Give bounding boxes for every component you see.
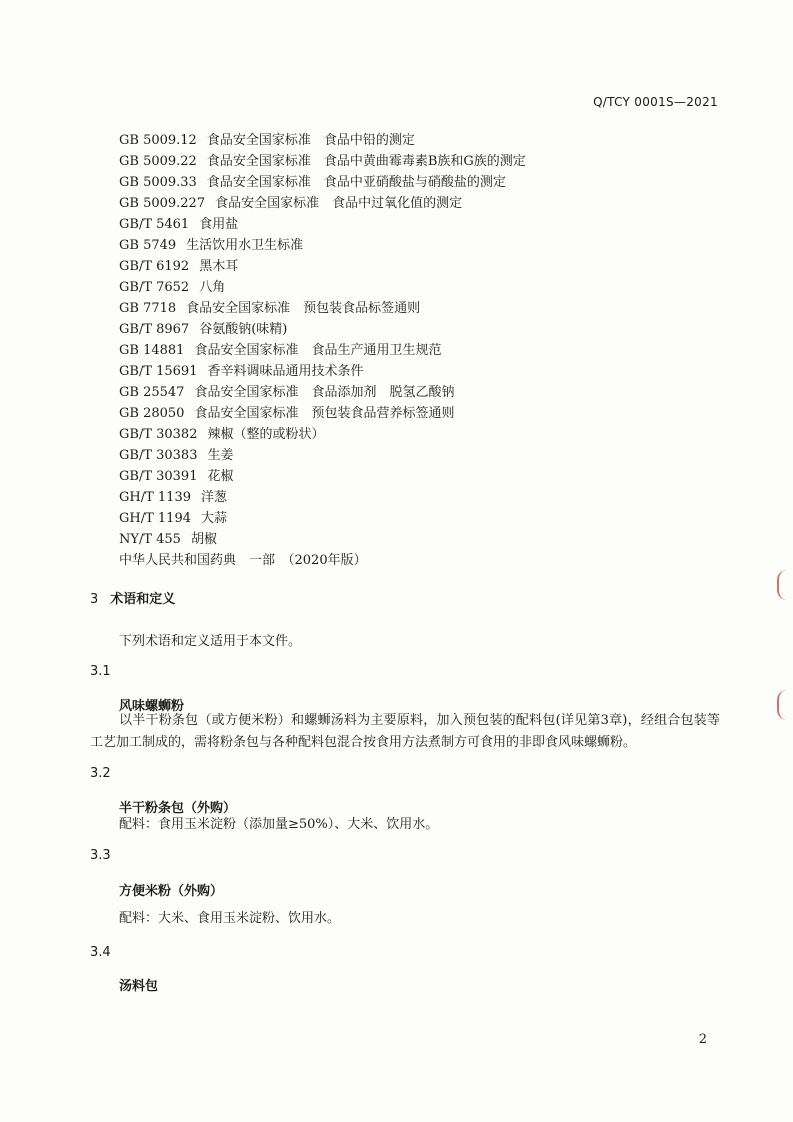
reference-title: 花椒 (207, 469, 234, 484)
reference-code: GH/T 1194 (119, 511, 191, 526)
clause-term: 汤料包 (119, 979, 159, 994)
reference-title: 食品安全国家标准 食品生产通用卫生规范 (194, 343, 442, 358)
reference-title: 黑木耳 (199, 259, 239, 274)
reference-item (119, 340, 739, 361)
reference-code: GB/T 8967 (119, 322, 190, 337)
reference-title: 辣椒（整的或粉状） (207, 427, 325, 442)
reference-code: GB 7718 (119, 301, 177, 316)
reference-item (119, 550, 739, 571)
reference-title: 洋葱 (201, 490, 228, 505)
seal-edge-mark (777, 570, 791, 600)
reference-item (119, 424, 739, 445)
clause-number: 3.3 (90, 848, 111, 863)
reference-item (119, 487, 739, 508)
clause-definition: 配料：大米、食用玉米淀粉、饮用水。 (119, 911, 341, 926)
reference-code: GB/T 15691 (119, 364, 198, 379)
reference-code: GB 28050 (119, 406, 185, 421)
reference-item (119, 172, 739, 193)
reference-title: 生活饮用水卫生标准 (186, 238, 304, 253)
reference-code: GB/T 5461 (119, 217, 190, 232)
clause-definition: 配料：食用玉米淀粉（添加量≥50%）、大米、饮用水。 (119, 817, 439, 832)
reference-code: GB/T 30383 (119, 448, 198, 463)
clause-number: 3.2 (90, 766, 111, 781)
reference-item (119, 445, 739, 466)
reference-title: 食品安全国家标准 食品添加剂 脱氢乙酸钠 (194, 385, 455, 400)
section-number: 3 (90, 592, 99, 607)
reference-title: 食品安全国家标准 食品中亚硝酸盐与硝酸盐的测定 (206, 175, 506, 190)
reference-title: 八角 (199, 280, 226, 295)
section-title: 术语和定义 (110, 592, 176, 607)
reference-item (119, 508, 739, 529)
reference-item (119, 151, 739, 172)
clause-term: 半干粉条包（外购） (119, 801, 237, 816)
section-intro: 下列术语和定义适用于本文件。 (119, 634, 302, 649)
reference-code: GB/T 30382 (119, 427, 198, 442)
clause-term: 风味螺蛳粉 (119, 699, 185, 714)
reference-code: GH/T 1139 (119, 490, 191, 505)
reference-title: 食品安全国家标准 食品中过氧化值的测定 (215, 196, 463, 211)
reference-title: 食用盐 (199, 217, 239, 232)
reference-item (119, 277, 739, 298)
reference-code: GB 5009.33 (119, 175, 197, 190)
reference-code: GB 14881 (119, 343, 185, 358)
reference-title: 胡椒 (190, 532, 217, 547)
reference-title: 食品安全国家标准 预包装食品标签通则 (186, 301, 421, 316)
reference-item (119, 214, 739, 235)
reference-item (119, 529, 739, 550)
reference-code: GB 25547 (119, 385, 185, 400)
reference-item (119, 403, 739, 424)
reference-title: 大蒜 (201, 511, 228, 526)
section-heading (90, 588, 175, 607)
reference-title: 中华人民共和国药典 一部 （2020年版） (119, 553, 367, 568)
reference-code: GB 5009.227 (119, 196, 206, 211)
reference-title: 食品安全国家标准 食品中铅的测定 (206, 133, 415, 148)
reference-item (119, 466, 739, 487)
clause-number: 3.1 (90, 664, 111, 679)
reference-code: GB 5749 (119, 238, 177, 253)
reference-title: 生姜 (207, 448, 234, 463)
reference-item (119, 361, 739, 382)
clause-term: 方便米粉（外购） (119, 884, 224, 899)
reference-code: GB/T 6192 (119, 259, 190, 274)
reference-title: 食品安全国家标准 预包装食品营养标签通则 (194, 406, 455, 421)
reference-code: GB 5009.22 (119, 154, 197, 169)
reference-item (119, 319, 739, 340)
reference-code: GB/T 7652 (119, 280, 190, 295)
normative-references-list (119, 130, 739, 571)
reference-item (119, 382, 739, 403)
reference-item (119, 193, 739, 214)
clause-definition: 以半干粉条包（或方便米粉）和螺蛳汤料为主要原料，加入预包装的配料包(详见第3章)，经组合包装等工艺加工制成的，需将粉条包与各种配料包混合按食用方法煮制方可食用的非即食风味螺蛳粉。 (90, 713, 720, 750)
page-number: 2 (698, 1032, 707, 1047)
reference-code: GB 5009.12 (119, 133, 197, 148)
seal-edge-mark (777, 690, 791, 720)
reference-item (119, 130, 739, 151)
reference-item (119, 235, 739, 256)
reference-item (119, 298, 739, 319)
reference-item (119, 256, 739, 277)
reference-title: 谷氨酸钠(味精) (199, 322, 288, 337)
reference-code: NY/T 455 (119, 532, 181, 547)
document-code: Q/TCY 0001S—2021 (593, 95, 718, 109)
clause-number: 3.4 (90, 945, 111, 960)
reference-code: GB/T 30391 (119, 469, 198, 484)
reference-title: 食品安全国家标准 食品中黄曲霉毒素B族和G族的测定 (206, 154, 526, 169)
reference-title: 香辛料调味品通用技术条件 (207, 364, 364, 379)
